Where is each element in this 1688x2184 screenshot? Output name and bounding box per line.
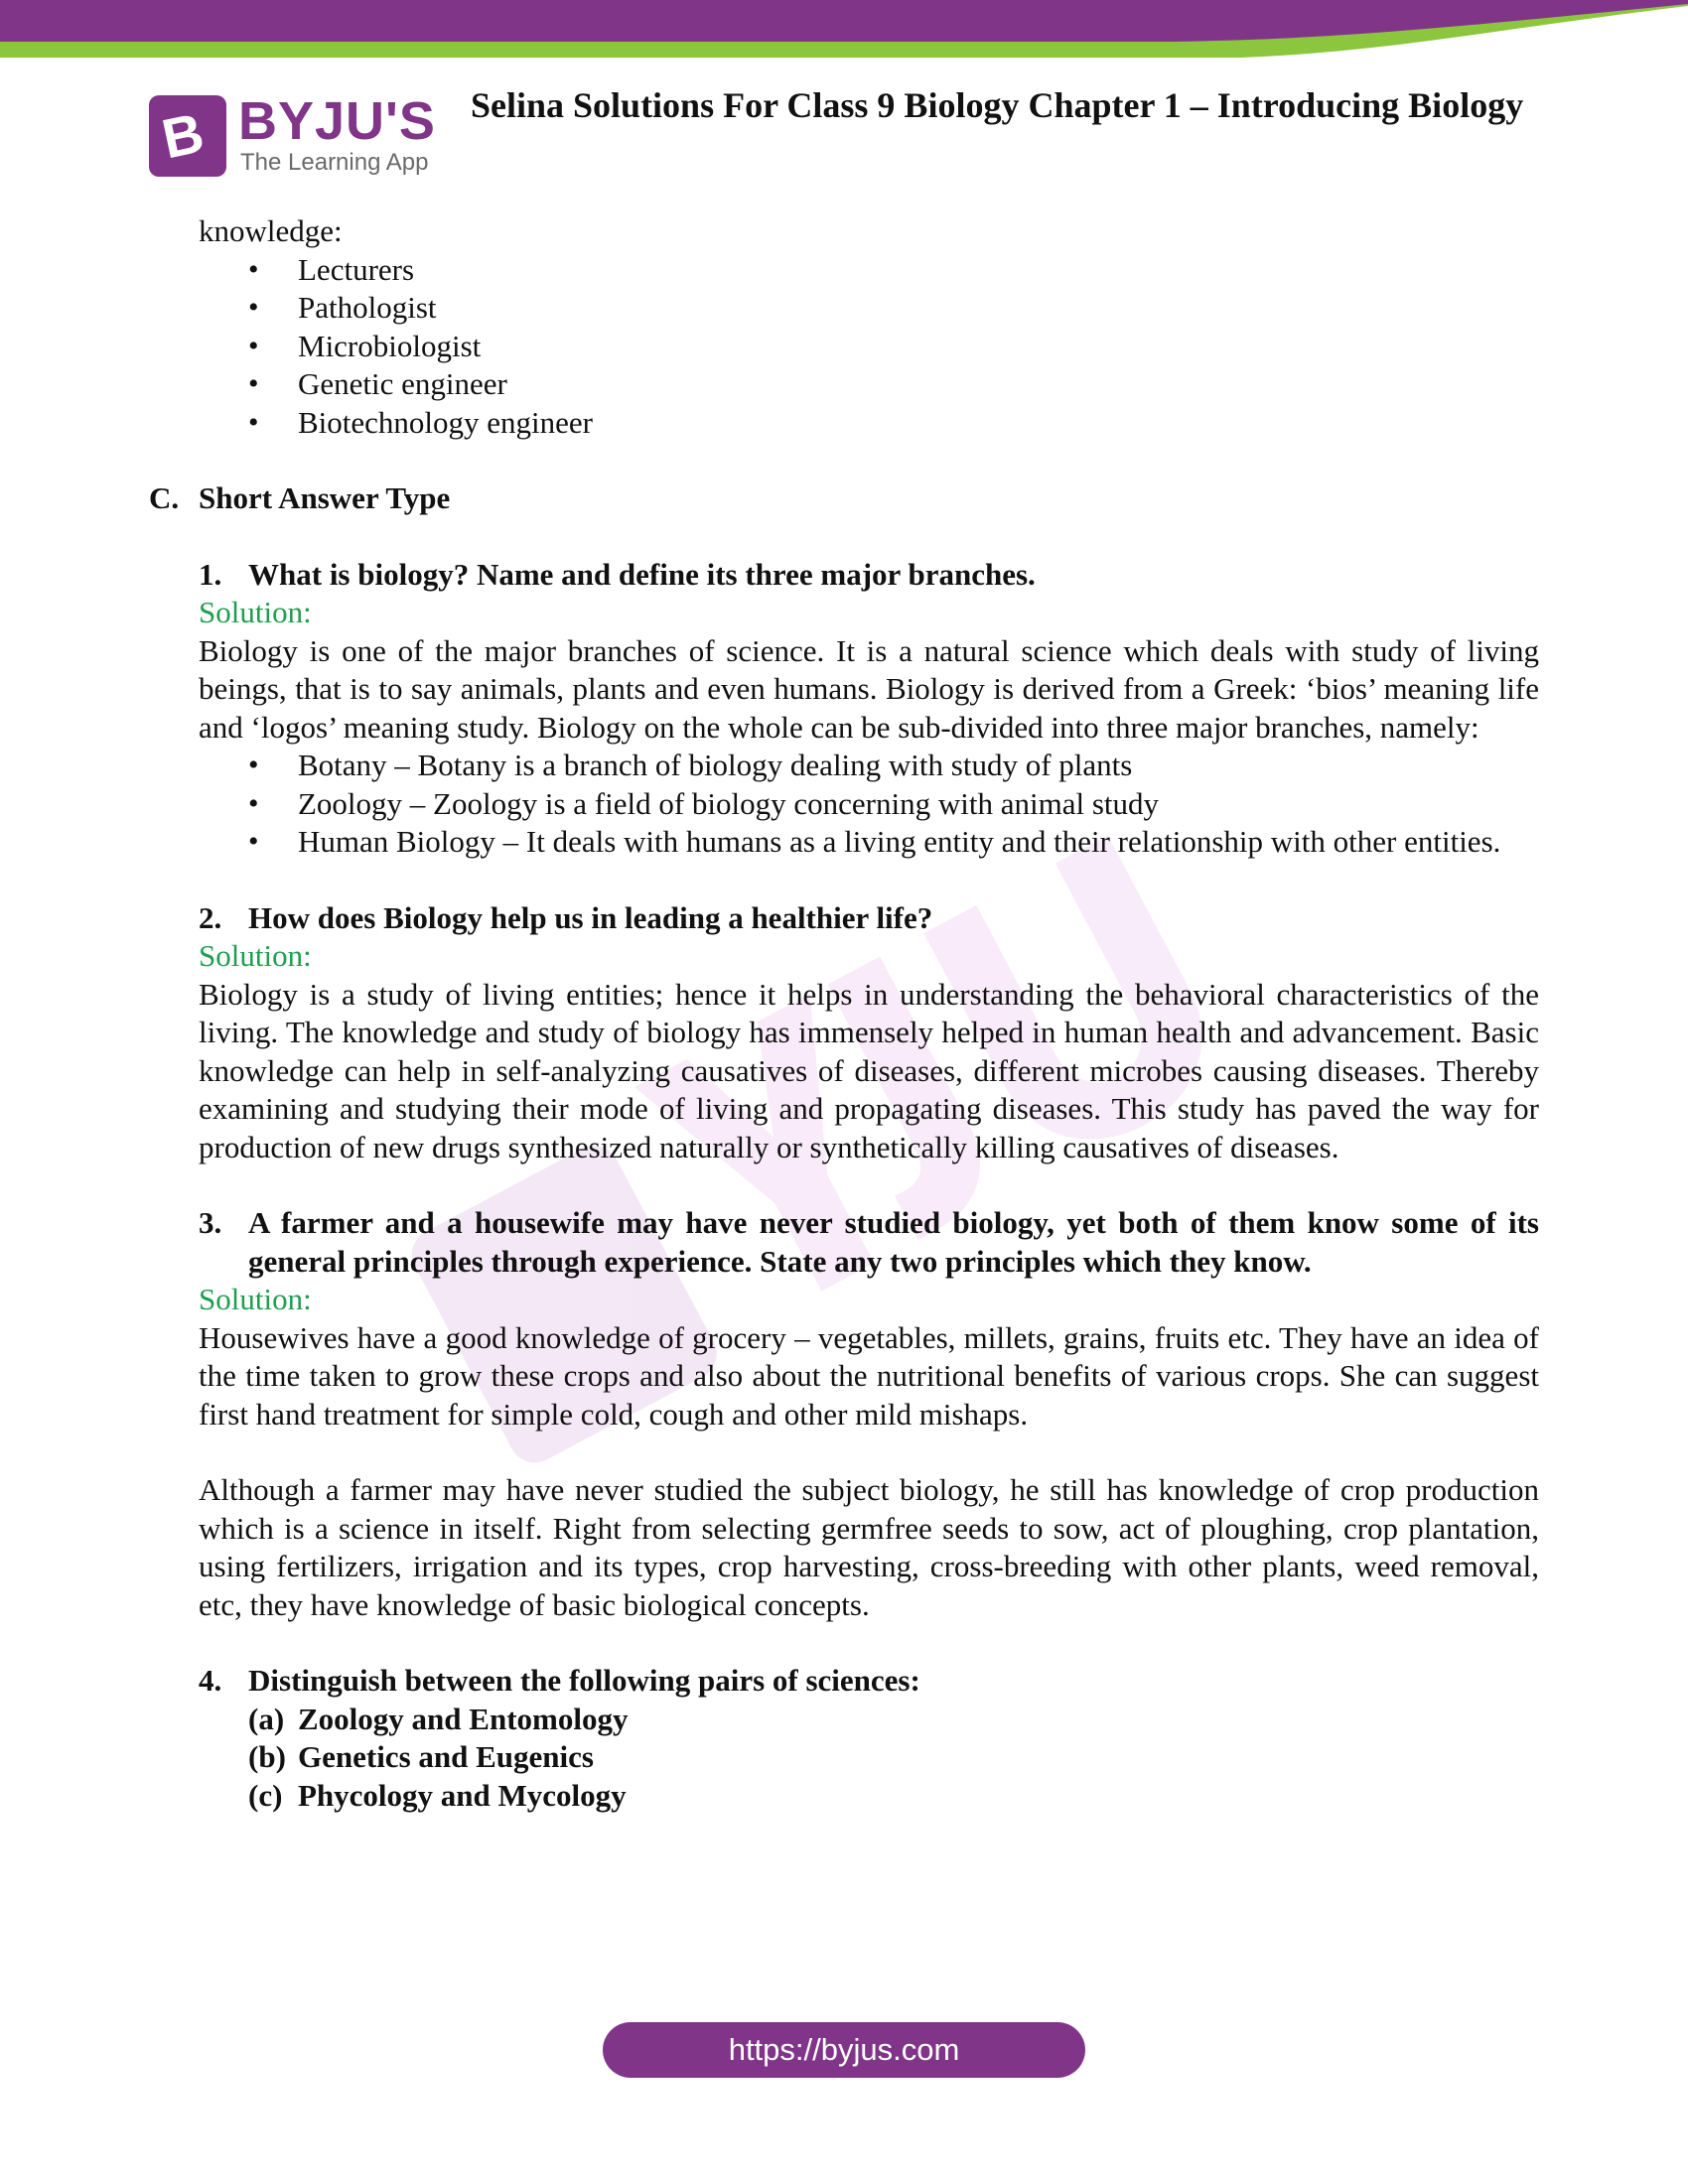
document-body (149, 212, 1539, 1815)
question-2 (149, 899, 1539, 938)
subquestion-item (248, 1777, 1539, 1816)
subquestion-text: Phycology and Mycology (298, 1777, 627, 1813)
footer-url-link[interactable]: https://byjus.com (603, 2022, 1085, 2078)
question-text: What is biology? Name and define its three major branches. (248, 556, 1036, 592)
career-item: • Lecturers (248, 251, 1539, 290)
branch-item: • Botany – Botany is a branch of biology dealing with study of plants (248, 747, 1539, 785)
subquestion-letter: (c) (248, 1777, 283, 1813)
question-text: How does Biology help us in leading a healthier life? (248, 899, 933, 935)
subquestion-text: Zoology and Entomology (298, 1701, 629, 1736)
solution-label: Solution: (199, 1282, 312, 1316)
section-heading (149, 479, 1539, 518)
logo-mark (149, 95, 226, 177)
question-number: 3. (199, 1205, 222, 1240)
career-item: • Pathologist (248, 289, 1539, 328)
intro-lead: knowledge: (199, 213, 343, 248)
section-label: C. (149, 480, 180, 515)
branches-list (149, 747, 1539, 862)
subquestion-item (248, 1738, 1539, 1777)
section-title: Short Answer Type (199, 480, 451, 515)
answer-paragraph: Although a farmer may have never studied the subject biology, he still has knowledge of crop production which is a science in itself. Right from selecting germfree seeds to sow, act of ploughing, crop plantation, using fertilizers, irrigation and its types, crop harvesting, cross-breeding with other plants, weed removal, etc, they have knowledge of basic biological concepts. (199, 1472, 1539, 1622)
question-number: 2. (199, 899, 222, 935)
byjus-logo (149, 91, 437, 181)
answer-paragraph: Biology is one of the major branches of science. It is a natural science which deals with study of living beings, that is to say animals, plants and even humans. Biology is derived from a Greek: ‘bios’ meaning life and ‘logos’ meaning study. Biology on the whole can be sub-divided into three major branches, namely: (199, 632, 1539, 745)
career-item: • Microbiologist (248, 328, 1539, 366)
subquestion-text: Genetics and Eugenics (298, 1739, 594, 1774)
solution-label: Solution: (199, 595, 312, 629)
branch-item: • Zoology – Zoology is a field of biology concerning with animal study (248, 785, 1539, 824)
subquestion-item (248, 1701, 1539, 1739)
logo-mark-letter: B (156, 100, 210, 171)
solution-label: Solution: (199, 938, 312, 973)
question-number: 1. (199, 556, 222, 592)
subquestion-letter: (b) (248, 1739, 286, 1774)
document-title: Selina Solutions For Class 9 Biology Chapter 1 – Introducing Biology (471, 85, 1524, 125)
question-4 (149, 1662, 1539, 1701)
answer-paragraph: Biology is a study of living entities; hence it helps in understanding the behavioral characteristics of the living. The knowledge and study of biology has immensely helped in human health and advancement. Basic knowledge can help in self-analyzing causatives of diseases, different microbes causing diseases. Thereby examining and studying their mode of living and propagating diseases. This study has paved the way for production of new drugs synthesized naturally or synthetically killing causatives of diseases. (199, 976, 1539, 1164)
branch-item: • Human Biology – It deals with humans as a living entity and their relationship with other entities. (248, 823, 1539, 862)
careers-list (149, 251, 1539, 443)
question-1 (149, 556, 1539, 595)
answer-paragraph: Housewives have a good knowledge of grocery – vegetables, millets, grains, fruits etc. They have an idea of the time taken to grow these crops and also about the nutritional benefits of various crops. She can suggest first hand treatment for simple cold, cough and other mild mishaps. (199, 1319, 1539, 1432)
question-number: 4. (199, 1663, 222, 1698)
subquestion-list (149, 1701, 1539, 1816)
question-text: Distinguish between the following pairs of sciences: (248, 1663, 920, 1698)
logo-wordmark: BYJU'S (238, 91, 436, 151)
career-item: • Biotechnology engineer (248, 404, 1539, 443)
subquestion-letter: (a) (248, 1701, 285, 1736)
career-item: • Genetic engineer (248, 365, 1539, 404)
top-banner (0, 0, 1688, 60)
logo-tagline: The Learning App (240, 149, 429, 176)
question-3 (149, 1204, 1539, 1281)
question-text: A farmer and a housewife may have never studied biology, yet both of them know some of its general principles through experience. State any two principles which they know. (248, 1205, 1539, 1279)
